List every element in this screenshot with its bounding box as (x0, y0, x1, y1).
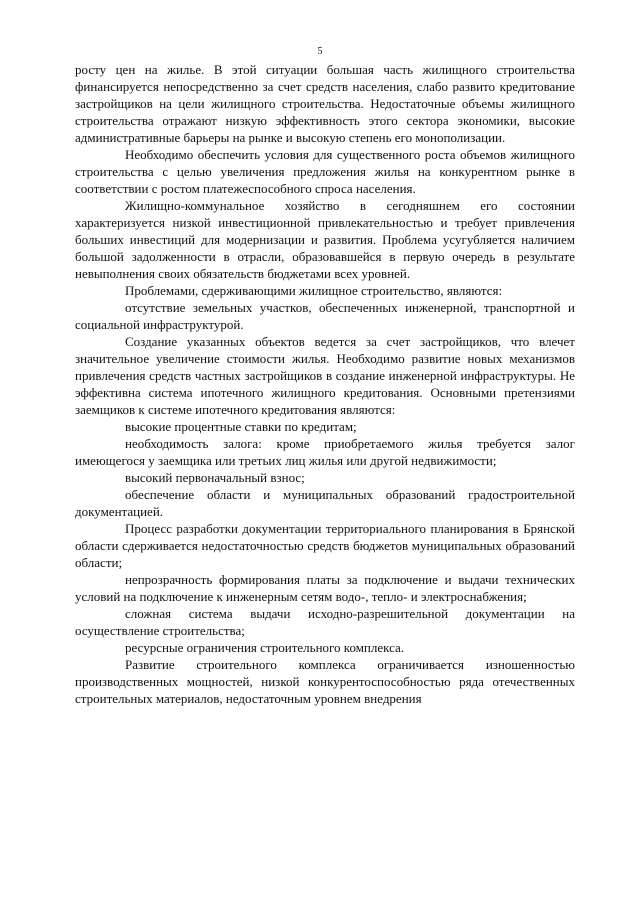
list-item: необходимость залога: кроме приобретаемого жилья требуется залог имеющегося у заемщика или третьих лиц жилья или другой недвижимости; (75, 436, 575, 468)
list-item: высокие процентные ставки по кредитам; (125, 419, 357, 434)
paragraph: Необходимо обеспечить условия для существенного роста объемов жилищного строительства с целью увеличения предложения жилья на конкурентном рынке в соответствии с ростом платежеспособного спроса населения. (75, 147, 575, 196)
paragraph: Жилищно-коммунальное хозяйство в сегодняшнем его состоянии характеризуется низкой инвестиционной привлекательностью и требует привлечения больших инвестиций для модернизации и развития. Проблема усугубляется наличием большой задолженности в отрасли, образовавшейся в первую очередь в результате невыполнения своих обязательств бюджетами всех уровней. (75, 198, 575, 281)
list-item: обеспечение области и муниципальных образований градостроительной документацией. (75, 487, 575, 519)
list-item: отсутствие земельных участков, обеспеченных инженерной, транспортной и социальной инфраструктурой. (75, 300, 575, 332)
list-item: непрозрачность формирования платы за подключение и выдачи технических условий на подключение к инженерным сетям водо-, тепло- и электроснабжения; (75, 572, 575, 604)
document-body (75, 61, 575, 707)
paragraph: росту цен на жилье. В этой ситуации большая часть жилищного строительства финансируется непосредственно за счет средств населения, слабо развито кредитование застройщиков на цели жилищного строительства. Недостаточные объемы жилищного строительства отражают низкую эффективность этого сектора экономики, высокие административные барьеры на рынке и высокую степень его монополизации. (75, 62, 575, 145)
paragraph: Процесс разработки документации территориального планирования в Брянской области сдерживается недостаточностью средств бюджетов муниципальных образований области; (75, 521, 575, 570)
paragraph: Создание указанных объектов ведется за счет застройщиков, что влечет значительное увеличение стоимости жилья. Необходимо развитие новых механизмов привлечения средств частных застройщиков в создание инженерной инфраструктуры. Не эффективна система ипотечного жилищного кредитования. Основными претензиями заемщиков к системе ипотечного кредитования являются: (75, 334, 575, 417)
list-item: ресурсные ограничения строительного комплекса. (125, 640, 405, 655)
list-item: сложная система выдачи исходно-разрешительной документации на осуществление строительства; (75, 606, 575, 638)
paragraph: Развитие строительного комплекса ограничивается изношенностью производственных мощностей, низкой конкурентоспособностью ряда отечественных строительных материалов, недостаточным уровнем внедрения (75, 657, 575, 706)
page-number: 5 (317, 46, 323, 57)
list-item: высокий первоначальный взнос; (125, 470, 305, 485)
paragraph: Проблемами, сдерживающими жилищное строительство, являются: (125, 283, 503, 298)
